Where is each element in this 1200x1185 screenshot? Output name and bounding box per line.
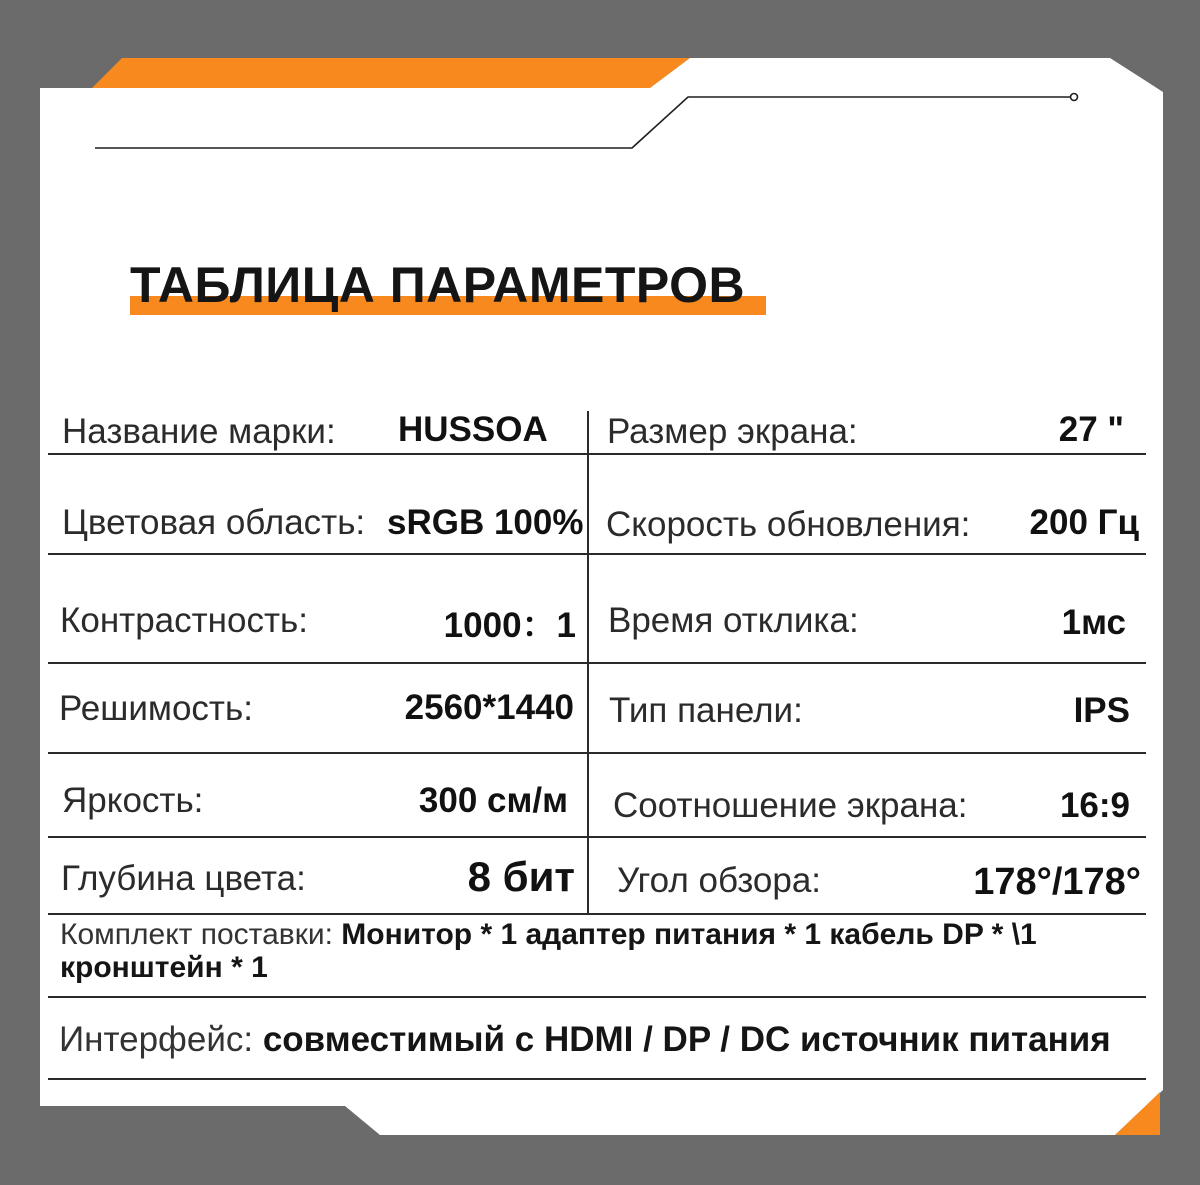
spec-value-panel-type: IPS (1073, 691, 1130, 730)
interface-value: совместимый с HDMI / DP / DC источник питания (262, 1020, 1111, 1059)
row-divider (48, 996, 1146, 998)
spec-value-aspect-ratio: 16:9 (1059, 786, 1130, 825)
spec-label-panel-type: Тип панели: (609, 691, 803, 730)
row-divider (48, 752, 1146, 754)
row-divider (48, 913, 1146, 915)
column-divider (587, 411, 589, 914)
package-line-1 (60, 918, 1037, 952)
row-divider (48, 836, 1146, 838)
package-value-line1: Монитор * 1 адаптер питания * 1 кабель DP * \1 (341, 918, 1037, 951)
spec-label-refresh-rate: Скорость обновления: (606, 505, 971, 544)
spec-value-response-time: 1мс (1061, 603, 1126, 642)
spec-label-aspect-ratio: Соотношение экрана: (613, 786, 968, 825)
spec-value-brightness: 300 см/м (418, 781, 568, 820)
spec-label-contrast: Контрастность: (60, 601, 308, 640)
row-divider (48, 553, 1146, 555)
spec-value-color-gamut: sRGB 100% (387, 503, 584, 542)
top-accent-stripe (92, 58, 690, 88)
row-divider (48, 1078, 1146, 1080)
interface-row (59, 1020, 1111, 1060)
package-value-line2: кронштейн * 1 (60, 951, 268, 984)
interface-label: Интерфейс: (59, 1020, 254, 1059)
spec-label-brightness: Яркость: (62, 781, 204, 820)
row-divider (48, 453, 1146, 455)
spec-value-screen-size: 27 " (1058, 410, 1124, 449)
spec-value-contrast: 1000：1 (443, 606, 576, 645)
package-label: Комплект поставки: (60, 918, 333, 951)
spec-value-refresh-rate: 200 Гц (1029, 503, 1139, 542)
spec-label-brand: Название марки: (62, 412, 336, 451)
spec-value-color-depth: 8 бит (467, 853, 575, 900)
page-title: ТАБЛИЦА ПАРАМЕТРОВ (130, 257, 746, 313)
spec-label-color-gamut: Цветовая область: (62, 503, 366, 542)
spec-value-viewing-angle: 178°/178° (973, 861, 1141, 903)
spec-value-resolution: 2560*1440 (404, 688, 574, 727)
spec-value-brand: HUSSOA (398, 410, 548, 449)
spec-label-resolution: Решимость: (59, 689, 253, 728)
package-line-2 (60, 951, 268, 985)
circuit-node (1071, 94, 1078, 101)
spec-label-color-depth: Глубина цвета: (61, 859, 306, 898)
row-divider (48, 662, 1146, 664)
spec-label-response-time: Время отклика: (608, 601, 859, 640)
spec-label-screen-size: Размер экрана: (607, 412, 858, 451)
spec-label-viewing-angle: Угол обзора: (617, 861, 822, 900)
